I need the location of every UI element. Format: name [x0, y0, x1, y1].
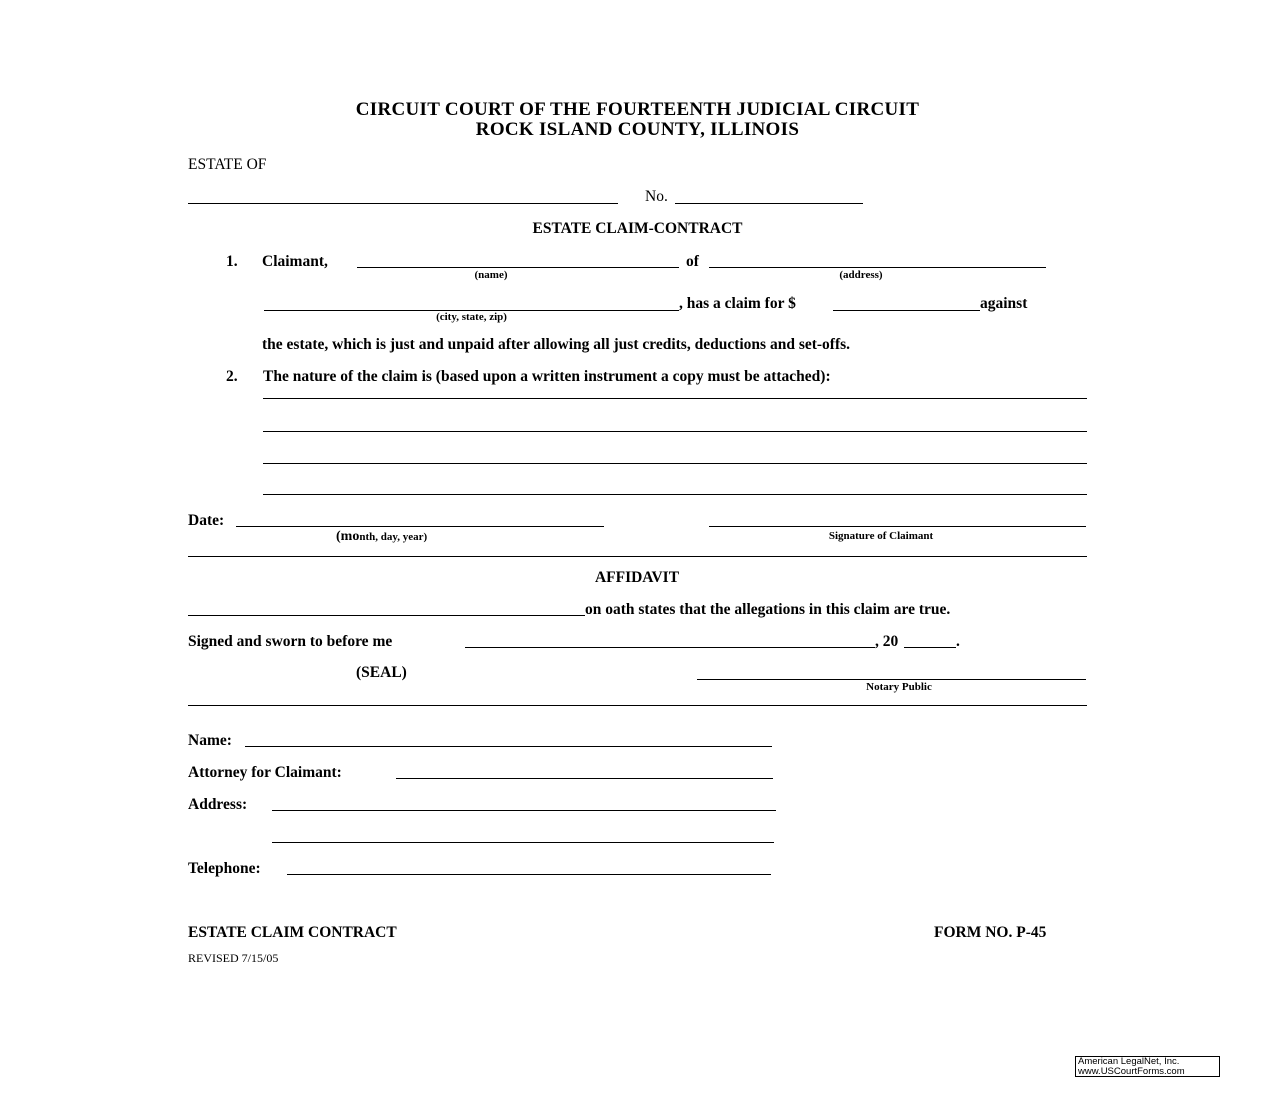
- section-divider-1: [188, 556, 1087, 557]
- claimant-name-field[interactable]: [357, 267, 679, 268]
- publisher-badge: [1075, 1056, 1220, 1077]
- attorney-address-field-2[interactable]: [272, 842, 774, 843]
- item2-number: 2.: [226, 368, 238, 385]
- affidavit-title: AFFIDAVIT: [594, 569, 680, 586]
- case-number-field[interactable]: [675, 203, 863, 204]
- oath-text: on oath states that the allegations in this claim are true.: [585, 601, 951, 618]
- publisher-name: American LegalNet, Inc.: [1078, 1056, 1180, 1067]
- seal-label: (SEAL): [356, 664, 407, 681]
- has-claim-text: , has a claim for $: [679, 295, 796, 312]
- attorney-for-claimant-field[interactable]: [396, 778, 773, 779]
- telephone-label: Telephone:: [188, 860, 261, 877]
- year-suffix: .: [956, 633, 960, 650]
- date-field[interactable]: [236, 526, 604, 527]
- year-prefix: , 20: [875, 633, 899, 650]
- footer-form-name: ESTATE CLAIM CONTRACT: [188, 924, 397, 941]
- sworn-label: Signed and sworn to before me: [188, 633, 393, 650]
- court-title: CIRCUIT COURT OF THE FOURTEENTH JUDICIAL CIRCUIT: [355, 99, 920, 120]
- footer-form-number: FORM NO. P-45: [934, 924, 1047, 941]
- notary-signature-field[interactable]: [697, 679, 1086, 680]
- name-label: Name:: [188, 732, 232, 749]
- publisher-url: www.USCourtForms.com: [1078, 1066, 1185, 1077]
- affiant-name-field[interactable]: [188, 615, 585, 616]
- claim-amount-field[interactable]: [833, 310, 980, 311]
- telephone-field[interactable]: [287, 874, 771, 875]
- estate-just-text: the estate, which is just and unpaid after allowing all just credits, deductions and set-offs.: [262, 336, 851, 353]
- claimant-label: Claimant,: [262, 253, 328, 270]
- nature-line-3[interactable]: [263, 463, 1087, 464]
- item1-number: 1.: [226, 253, 238, 270]
- section-divider-2: [188, 705, 1087, 706]
- claimant-address-field[interactable]: [709, 267, 1046, 268]
- city-caption: (city, state, zip): [436, 311, 507, 323]
- estate-of-label: ESTATE OF: [188, 156, 267, 173]
- notary-caption: Notary Public: [866, 681, 932, 693]
- address-label: Address:: [188, 796, 248, 813]
- estate-name-field[interactable]: [188, 203, 618, 204]
- sworn-date-field[interactable]: [465, 647, 875, 648]
- attorney-label: Attorney for Claimant:: [188, 764, 342, 781]
- nature-line-1[interactable]: [263, 398, 1087, 399]
- claimant-signature-field[interactable]: [709, 526, 1086, 527]
- case-no-label: No.: [645, 188, 668, 205]
- signature-caption: Signature of Claimant: [828, 530, 934, 542]
- of-label: of: [686, 253, 699, 270]
- attorney-name-field[interactable]: [245, 746, 772, 747]
- date-label: Date:: [188, 512, 225, 529]
- county-title: ROCK ISLAND COUNTY, ILLINOIS: [475, 119, 800, 140]
- name-caption: (name): [474, 269, 508, 281]
- date-caption: (month, day, year): [336, 529, 428, 544]
- nature-line-4[interactable]: [263, 494, 1087, 495]
- form-title: ESTATE CLAIM-CONTRACT: [532, 220, 743, 237]
- year-field[interactable]: [904, 647, 956, 648]
- nature-of-claim-text: The nature of the claim is (based upon a written instrument a copy must be attached):: [263, 368, 831, 385]
- against-text: against: [980, 295, 1028, 312]
- address-caption: (address): [839, 269, 883, 281]
- nature-line-2[interactable]: [263, 431, 1087, 432]
- revised-date: REVISED 7/15/05: [188, 951, 279, 965]
- attorney-address-field-1[interactable]: [272, 810, 776, 811]
